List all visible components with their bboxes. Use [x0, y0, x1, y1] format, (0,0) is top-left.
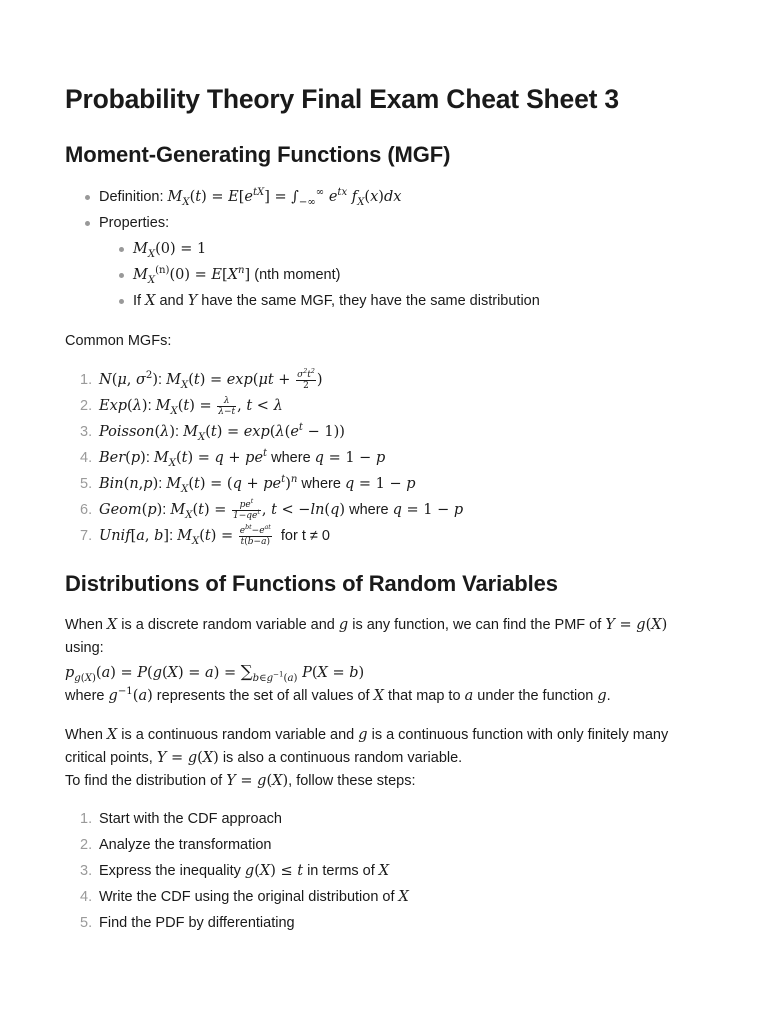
common-mgfs-label: Common MGFs:: [65, 333, 172, 349]
step-item: 4. Write the CDF using the original distribution of X: [80, 889, 409, 905]
continuous-paragraph: When X is a continuous random variable and g is a continuous function with only finitely many critical points, Y = g(X) is also a continuous random variable. To find the distribution of Y = g(X), follow these steps:: [65, 727, 669, 789]
property-formula-2: $M_X^{(n)}(0) = E[X^n]$: [133, 265, 251, 286]
mgf-list-item: 4. Ber(p): $M_X(t) = q + pe^t$ where q = 1 − p: [80, 448, 386, 469]
step-item: 3. Express the inequality g(X) ≤ t in terms of X: [80, 863, 390, 879]
pmf-formula: $p_{g(X)}(a) = P(g(X) = a) = \sum_{b\in g^{-1}(a)}$ P(X = b): [65, 662, 365, 684]
mgf-list-item: 1. N(μ, $\sigma^2$): $M_X(t) = \exp(\mu t$ + $\frac{\sigma^2t^2}{2}$ ): [80, 367, 323, 391]
mgf-list-item: 7. Unif[a, b]: $M_X(t)$ = $\frac{e^{bt}-e^{at}}{t(b-a)}$ for t ≠ 0: [80, 523, 330, 547]
mgf-list-item: 5. Bin(n,p): $M_X(t) = (q + pe^t)^n$ where q = 1 − p: [80, 474, 416, 495]
property-item: [133, 262, 703, 288]
mgf-heading: Moment-Generating Functions (MGF): [65, 142, 451, 167]
mgf-list-item: 3. Poisson(λ): $M_X(t) = \exp(\lambda(e^t - 1))$: [80, 422, 345, 443]
definition-formula: $M_X(t) = E[e^{tX}] = \int_{-\infty}^\infty$ $e^{tx}$ $f_X(x)dx$: [167, 187, 402, 208]
definition-item: [99, 184, 703, 210]
property-item: If X and Y have the same MGF, they have the same distribution: [133, 288, 703, 314]
mgf-bullet-list: [65, 184, 703, 314]
functions-heading: Distributions of Functions of Random Variables: [65, 571, 558, 596]
property-item: [133, 236, 703, 262]
discrete-paragraph: When X is a discrete random variable and g is any function, we can find the PMF of Y = g(X) using: $p_{g(X)}(a) = P(g(X) = a) = \sum_{b\in g^{-1}(a)}$ P(X = b) where $g^{-1}(a)$ represents the set of all values of X that map to a under the function g.: [65, 617, 668, 704]
step-item: 1. Start with the CDF approach: [80, 811, 282, 827]
mgf-list-item: 2. Exp(λ): $M_X(t)$ = $\frac{\lambda}{\lambda-t}$ , t < λ: [80, 395, 283, 417]
definition-label: Definition:: [99, 189, 164, 205]
mgf-list-item: 6. Geom(p): $M_X(t)$ = $\frac{pe^t}{1-qe^t}$ , t < −ln(q) where q = 1 − p: [80, 497, 464, 521]
step-item: 5. Find the PDF by differentiating: [80, 915, 295, 931]
steps-list: [65, 806, 703, 936]
step-item: 2. Analyze the transformation: [80, 837, 272, 853]
page-title: Probability Theory Final Exam Cheat Sheet 3: [65, 84, 619, 114]
common-mgfs-list: [65, 367, 703, 549]
properties-list: [99, 236, 703, 314]
properties-item: [99, 210, 703, 314]
nth-moment-note: (nth moment): [254, 267, 341, 283]
properties-label: Properties:: [99, 215, 170, 231]
property-formula-1: $M_X(0) = 1$: [133, 241, 207, 260]
